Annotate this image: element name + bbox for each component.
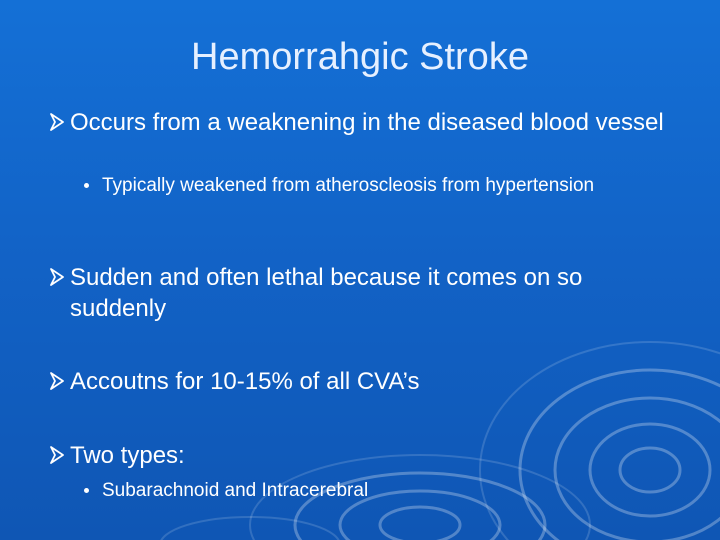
slide-title: Hemorrahgic Stroke bbox=[191, 36, 529, 78]
bullet-text: Occurs from a weaknening in the diseased blood vessel bbox=[70, 109, 664, 136]
subbullet-text: Subarachnoid and Intracerebral bbox=[102, 480, 369, 501]
dot-bullet-icon bbox=[84, 488, 89, 493]
bullet-text: Accoutns for 10-15% of all CVA’s bbox=[70, 368, 420, 395]
bullet-text: Two types: bbox=[70, 442, 185, 469]
subbullet-text: Typically weakened from atheroscleosis from hypertension bbox=[102, 175, 595, 196]
arrow-bullet-icon bbox=[50, 268, 64, 286]
dot-bullet-icon bbox=[84, 183, 89, 188]
arrow-bullet-icon bbox=[50, 372, 64, 390]
arrow-bullet-icon bbox=[50, 446, 64, 464]
bullet-text: Sudden and often lethal because it comes on so suddenly bbox=[70, 264, 583, 322]
arrow-bullet-icon bbox=[50, 113, 64, 131]
